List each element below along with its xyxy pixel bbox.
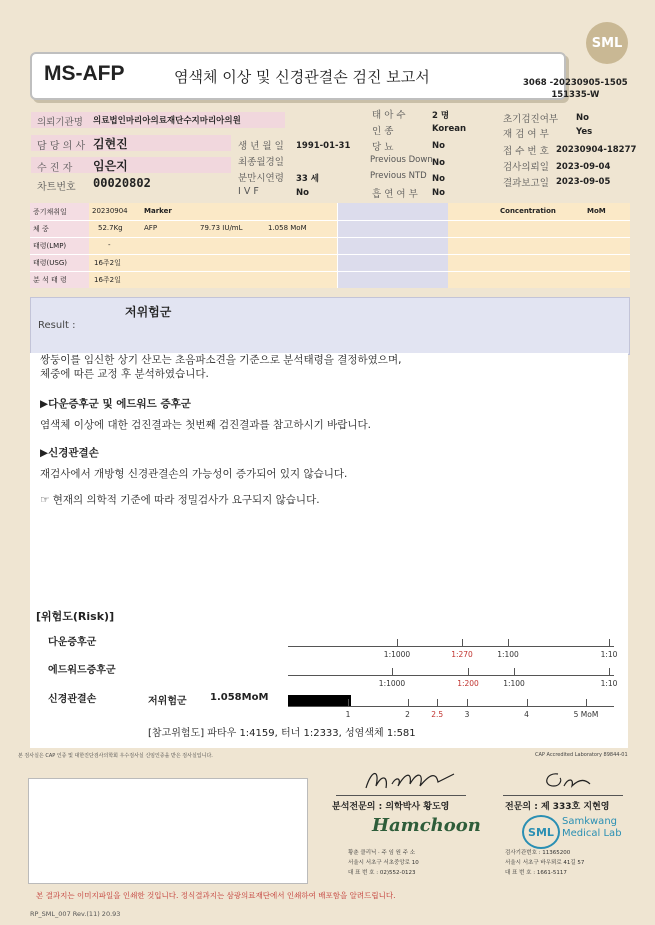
signature-1 [362,766,472,794]
ntd-label: 신경관결손 [48,694,97,705]
fetus-value: 2 명 [432,111,450,121]
page-title: 염색체 이상 및 신경관결손 검진 보고서 [174,68,430,86]
signature-2 [540,768,596,792]
retest-label: 재 검 여 부 [503,129,549,140]
risk-section [30,608,628,748]
result-para1-line2: 체중에 따른 교정 후 분석하였습니다. [40,368,209,380]
down-tick [397,639,398,646]
samkwang-name-2: Medical Lab [562,828,622,839]
inst-row [31,112,285,128]
sml-logo [586,22,628,64]
retest-value: Yes [576,127,593,137]
inst-value: 의료법인마리아의료재단수지마리아의원 [93,116,241,126]
birth-label: 생 년 월 일 [238,141,284,152]
result-note: ☞ 현재의 의학적 기준에 따라 정밀검사가 요구되지 않습니다. [40,494,320,506]
prev-down-label: Previous Down [370,155,433,165]
ntd-tick [437,699,438,706]
title-box [30,52,566,100]
collect-value: 20230904 [92,207,128,215]
ga-lmp-value: - [108,241,111,249]
down-tick-label: 1:10 [600,650,618,659]
edwards-tick [514,668,515,675]
sec2-title: ▶신경관결손 [40,447,99,459]
hamchoon-line2: 서울시 서초구 서초중앙로 10 [348,860,419,866]
sig2-title: 전문의 : 제 333호 지현영 [505,802,610,812]
measure-grid [30,203,630,289]
birth-value: 1991-01-31 [296,141,351,151]
edwards-tick [609,668,610,675]
result-para1 [40,353,401,381]
edwards-tick [468,668,469,675]
reception-value: 20230904-18277 [556,145,637,155]
first-label: 초기검진여부 [503,114,559,125]
down-tick [508,639,509,646]
disclaimer: 본 결과지는 이미지파일을 인쇄한 것입니다. 정식결과지는 삼광의료재단에서 인쇄하여 배포함을 알려드립니다. [36,891,396,900]
sec1-title: ▶다운증후군 및 에드워드 증후군 [40,398,191,410]
samkwang-name-1: Samkwang [562,816,617,827]
doctor-label: 담 당 의 사 [37,141,86,152]
doctor-value: 김현진 [93,137,128,151]
sml-logo-text: SML [591,35,623,51]
age-value: 33 세 [296,174,319,184]
age-label: 분만시연령 [238,173,284,184]
ntd-group: 저위험군 [148,696,187,707]
hamchoon-line3: 대 표 번 호 : 02)552-0123 [348,870,416,876]
weight-value: 52.7Kg [98,224,123,232]
ntd-value-bar [288,695,351,706]
ga-ana-value: 16주2일 [94,276,121,284]
ntd-tick-label: 3 [464,710,470,719]
hamchoon-address [348,848,419,878]
sec1-body: 염색체 이상에 대한 검진결과는 첫번째 검진결과를 참고하시기 바랍니다. [40,419,371,431]
smoke-label: 흡 연 여 부 [372,189,418,200]
report-date-label: 결과보고일 [503,178,549,189]
race-value: Korean [432,124,467,134]
down-tick [609,639,610,646]
collect-label: 증기채취일 [33,208,67,216]
conc-header: Concentration [500,207,556,215]
samkwang-line2: 서울시 서초구 바우뫼로 41길 57 [505,860,585,866]
weight-label: 체 중 [33,225,49,233]
mom-header: MoM [587,207,606,215]
signature-2-graphic [540,768,596,792]
ivf-label: I V F [238,186,259,197]
result-box [30,297,630,355]
risk-title: [위험도(Risk)] [36,610,115,623]
signature-1-graphic [362,766,472,794]
down-ruler [288,646,614,647]
result-headline: 저위험군 [125,305,172,319]
report-date-value: 2023-09-05 [556,177,611,187]
samkwang-logo [522,815,622,849]
down-tick-label: 1:270 [451,650,473,659]
ntd-tick-label: 2 [405,710,410,719]
sec2-body: 재검사에서 개방형 신경관결손의 가능성이 증가되어 있지 않습니다. [40,468,348,480]
ntd-tick-label: 2.5 [431,710,444,719]
doctor-row [31,135,231,151]
ntd-tick-label: 1 [345,710,351,719]
edwards-label: 에드워드증후군 [48,665,116,676]
report-id-line1: 3068 -20230905-1505 [523,78,628,88]
ntd-tick [408,699,409,706]
smoke-value: No [432,188,445,198]
marker-conc: 79.73 IU/mL [200,224,243,232]
down-tick-label: 1:1000 [383,650,411,659]
chart-label: 차트번호 [37,182,76,193]
reception-label: 접 수 번 호 [503,146,549,157]
ga-lmp-label: 태령(LMP) [33,242,67,250]
race-label: 인 종 [372,126,394,137]
samkwang-address [505,848,584,878]
ntd-tick-label: 5 MoM [573,710,599,719]
result-body [30,353,628,608]
samkwang-name [562,816,622,840]
ntd-ruler [288,706,614,707]
ntd-mom: 1.058MoM [210,692,269,703]
ga-usg-label: 태령(USG) [33,259,67,267]
ntd-tick [348,699,349,706]
patient-label: 수 진 자 [37,163,73,174]
marker-header: Marker [144,207,172,215]
request-date-value: 2023-09-04 [556,162,611,172]
edwards-tick-label: 1:200 [457,679,479,688]
down-tick [462,639,463,646]
hamchoon-logo [372,815,481,836]
diabetes-value: No [432,141,445,151]
result-para1-line1: 쌍둥이를 임신한 상기 산모는 초음파소견을 기준으로 분석태령을 결정하였으며, [40,354,402,366]
edwards-tick-label: 1:10 [600,679,618,688]
down-tick-label: 1:100 [497,650,519,659]
reference-risk: [참고위험도] 파타우 1:4159, 터너 1:2333, 성염색체 1:581 [148,728,416,739]
ga-ana-label: 분 석 태 령 [33,276,67,284]
report-id-line2: 151335-W [551,90,600,100]
report-id [523,77,628,101]
marker-mom: 1.058 MoM [268,224,307,232]
ntd-tick [527,699,528,706]
chart-value: 00020802 [93,176,151,190]
hamchoon-line1: 황춘 클리닉 · 주 임 원 주 소 [348,850,416,856]
hamchoon-logo-text: Hamchoon [372,815,481,836]
samkwang-line3: 대 표 번 호 : 1661-5117 [505,870,567,876]
lmp-label: 최종월경일 [238,157,284,168]
patient-row [31,157,231,173]
ivf-value: No [296,188,309,198]
ga-usg-value: 16주2일 [94,259,121,267]
result-label: Result : [38,320,76,331]
prev-ntd-value: No [432,174,445,184]
inst-label: 의뢰기관명 [37,117,83,128]
request-date-label: 검사의뢰일 [503,162,549,173]
fetus-label: 태 아 수 [372,110,406,121]
ntd-tick [586,699,587,706]
samkwang-line1: 검사기관번호 : 11365200 [505,850,571,856]
sig1-title: 분석전문의 : 의학박사 황도영 [332,802,450,812]
ntd-tick [467,699,468,706]
cap-number: CAP Accredited Laboratory 89844-01 [535,752,628,758]
samkwang-emblem: SML [522,815,560,849]
edwards-ruler [288,675,614,676]
edwards-tick [392,668,393,675]
cap-note: 본 검사실은 CAP 인증 및 대한진단검사의학회 우수검사실 신임인증을 받은 검사실입니다. [18,753,213,759]
chart-row [31,176,231,192]
down-label: 다운증후군 [48,637,97,648]
marker-name: AFP [144,224,158,232]
first-value: No [576,113,589,123]
patient-value: 임은지 [93,159,128,173]
edwards-tick-label: 1:1000 [378,679,406,688]
prev-ntd-label: Previous NTD [370,171,427,181]
diabetes-label: 당 뇨 [372,142,394,153]
ntd-tick-label: 4 [524,710,529,719]
memo-box [28,778,308,884]
form-code: RP_SML_007 Rev.(11) 20.93 [30,910,121,918]
title-code: MS-AFP [44,62,125,85]
prev-down-value: No [432,158,445,168]
edwards-tick-label: 1:100 [503,679,525,688]
